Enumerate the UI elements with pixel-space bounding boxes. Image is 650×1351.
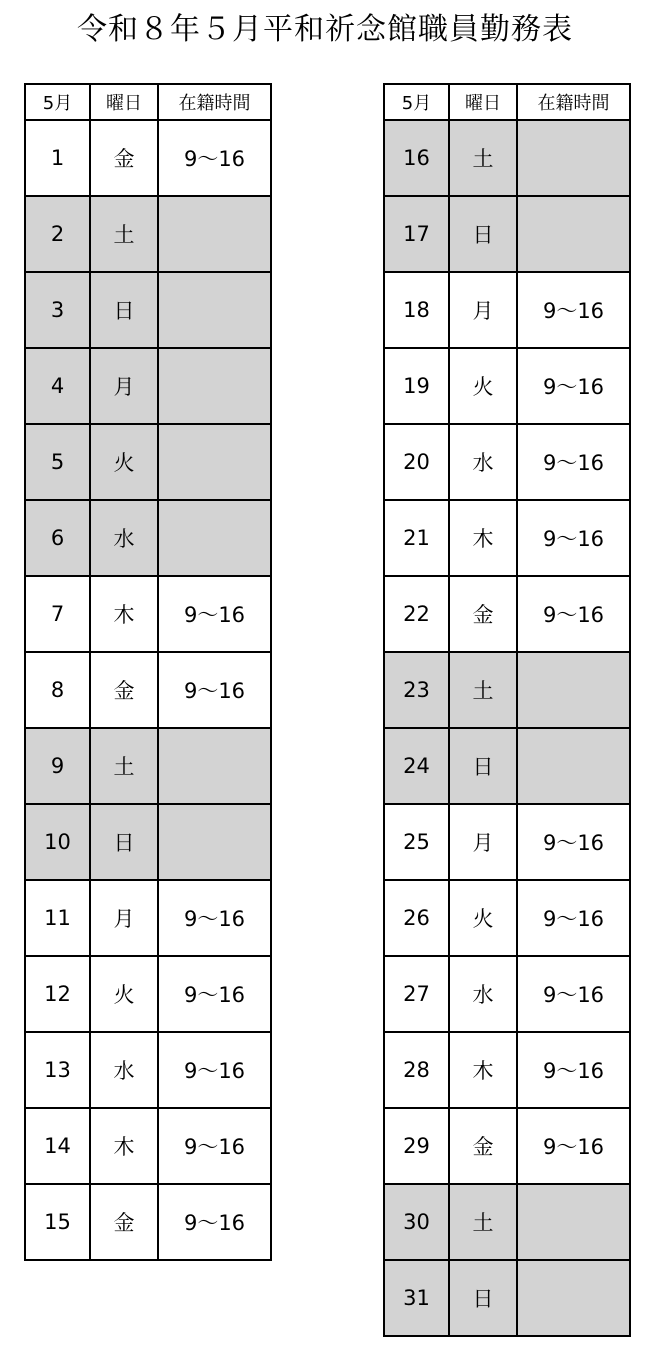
cell-weekday: 月 [449, 272, 517, 348]
cell-hours [517, 1184, 630, 1260]
cell-hours [158, 728, 271, 804]
cell-hours: 9～16 [517, 348, 630, 424]
cell-hours [517, 196, 630, 272]
cell-weekday: 金 [449, 576, 517, 652]
cell-weekday: 火 [449, 348, 517, 424]
cell-weekday: 土 [449, 1184, 517, 1260]
cell-day: 27 [384, 956, 449, 1032]
table-row [384, 804, 630, 880]
cell-day: 20 [384, 424, 449, 500]
cell-day: 19 [384, 348, 449, 424]
cell-hours [158, 196, 271, 272]
cell-day: 12 [25, 956, 90, 1032]
header-hours: 在籍時間 [517, 84, 630, 120]
table-row [25, 1032, 271, 1108]
cell-day: 29 [384, 1108, 449, 1184]
table-row [384, 1184, 630, 1260]
cell-day: 3 [25, 272, 90, 348]
cell-hours [517, 652, 630, 728]
cell-weekday: 水 [90, 1032, 158, 1108]
cell-hours: 9～16 [158, 1108, 271, 1184]
header-weekday: 曜日 [449, 84, 517, 120]
cell-hours: 9～16 [517, 424, 630, 500]
table-row [25, 1108, 271, 1184]
cell-weekday: 金 [90, 120, 158, 196]
cell-weekday: 日 [90, 804, 158, 880]
cell-weekday: 土 [90, 728, 158, 804]
cell-weekday: 月 [449, 804, 517, 880]
cell-day: 26 [384, 880, 449, 956]
cell-hours: 9～16 [517, 1108, 630, 1184]
cell-hours: 9～16 [517, 500, 630, 576]
cell-hours: 9～16 [158, 880, 271, 956]
table-row [25, 576, 271, 652]
cell-hours [158, 272, 271, 348]
cell-day: 11 [25, 880, 90, 956]
cell-hours: 9～16 [517, 804, 630, 880]
table-row [25, 728, 271, 804]
table-row [384, 576, 630, 652]
cell-hours: 9～16 [517, 880, 630, 956]
cell-hours [517, 1260, 630, 1336]
cell-hours [158, 500, 271, 576]
cell-hours [517, 120, 630, 196]
cell-hours: 9～16 [517, 272, 630, 348]
cell-day: 1 [25, 120, 90, 196]
cell-day: 28 [384, 1032, 449, 1108]
cell-day: 2 [25, 196, 90, 272]
table-row [25, 348, 271, 424]
cell-weekday: 木 [449, 500, 517, 576]
cell-hours: 9～16 [158, 120, 271, 196]
schedule-table-left [24, 83, 272, 1261]
schedule-table-right [383, 83, 631, 1337]
cell-weekday: 土 [449, 652, 517, 728]
cell-hours: 9～16 [517, 576, 630, 652]
table-row [384, 348, 630, 424]
table-row [25, 196, 271, 272]
cell-day: 13 [25, 1032, 90, 1108]
cell-hours [517, 728, 630, 804]
cell-day: 5 [25, 424, 90, 500]
cell-weekday: 金 [90, 652, 158, 728]
table-header-row [25, 84, 271, 120]
table-row [384, 424, 630, 500]
table-row [384, 120, 630, 196]
cell-weekday: 月 [90, 348, 158, 424]
cell-day: 30 [384, 1184, 449, 1260]
cell-hours: 9～16 [158, 652, 271, 728]
cell-weekday: 火 [90, 956, 158, 1032]
table-row [384, 956, 630, 1032]
page-title: 令和８年５月平和祈念館職員勤務表 [77, 12, 573, 47]
cell-weekday: 日 [449, 728, 517, 804]
table-row [25, 956, 271, 1032]
header-weekday: 曜日 [90, 84, 158, 120]
cell-day: 16 [384, 120, 449, 196]
table-row [25, 424, 271, 500]
cell-weekday: 木 [449, 1032, 517, 1108]
table-row [25, 272, 271, 348]
cell-day: 23 [384, 652, 449, 728]
cell-day: 22 [384, 576, 449, 652]
cell-day: 15 [25, 1184, 90, 1260]
cell-weekday: 金 [90, 1184, 158, 1260]
cell-weekday: 火 [90, 424, 158, 500]
table-row [384, 272, 630, 348]
cell-weekday: 火 [449, 880, 517, 956]
cell-weekday: 土 [449, 120, 517, 196]
cell-hours: 9～16 [158, 956, 271, 1032]
cell-day: 18 [384, 272, 449, 348]
cell-day: 17 [384, 196, 449, 272]
cell-weekday: 木 [90, 1108, 158, 1184]
cell-day: 21 [384, 500, 449, 576]
cell-day: 7 [25, 576, 90, 652]
cell-hours [158, 804, 271, 880]
cell-hours: 9～16 [517, 1032, 630, 1108]
cell-weekday: 日 [449, 196, 517, 272]
cell-weekday: 日 [90, 272, 158, 348]
cell-day: 10 [25, 804, 90, 880]
header-day: 5月 [25, 84, 90, 120]
table-row [25, 880, 271, 956]
table-header-row [384, 84, 630, 120]
table-row [384, 652, 630, 728]
cell-day: 31 [384, 1260, 449, 1336]
header-day: 5月 [384, 84, 449, 120]
cell-day: 4 [25, 348, 90, 424]
header-hours: 在籍時間 [158, 84, 271, 120]
table-row [384, 500, 630, 576]
cell-day: 14 [25, 1108, 90, 1184]
cell-hours: 9～16 [158, 576, 271, 652]
cell-day: 8 [25, 652, 90, 728]
cell-hours: 9～16 [158, 1184, 271, 1260]
cell-day: 25 [384, 804, 449, 880]
table-row [25, 120, 271, 196]
table-row [25, 500, 271, 576]
cell-hours: 9～16 [158, 1032, 271, 1108]
table-row [384, 196, 630, 272]
cell-weekday: 木 [90, 576, 158, 652]
cell-hours [158, 348, 271, 424]
table-row [25, 1184, 271, 1260]
cell-weekday: 土 [90, 196, 158, 272]
cell-weekday: 日 [449, 1260, 517, 1336]
table-row [384, 1108, 630, 1184]
table-row [25, 652, 271, 728]
cell-day: 9 [25, 728, 90, 804]
table-row [384, 880, 630, 956]
cell-weekday: 水 [449, 956, 517, 1032]
table-row [384, 1260, 630, 1336]
table-row [384, 1032, 630, 1108]
cell-weekday: 水 [449, 424, 517, 500]
cell-weekday: 月 [90, 880, 158, 956]
cell-weekday: 金 [449, 1108, 517, 1184]
cell-day: 6 [25, 500, 90, 576]
cell-day: 24 [384, 728, 449, 804]
table-row [25, 804, 271, 880]
table-row [384, 728, 630, 804]
cell-hours: 9～16 [517, 956, 630, 1032]
cell-hours [158, 424, 271, 500]
cell-weekday: 水 [90, 500, 158, 576]
